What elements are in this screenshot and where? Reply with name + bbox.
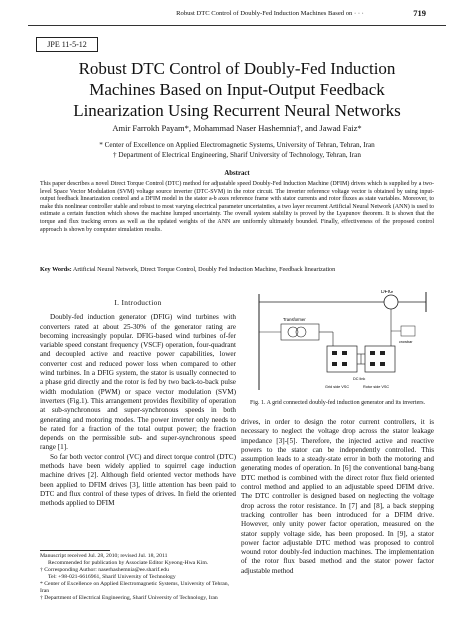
fig-label-transformer: Transformer [283,317,306,322]
fig-label-rotor-side: Rotor side VSC [363,385,390,389]
affiliation-1: * Center of Excellence on Applied Electromagnetic Systems, University of Tehran, Tehran, Iran [99,141,375,149]
figure-1-diagram [241,290,434,402]
abstract-heading: Abstract [224,170,250,177]
keywords-label: Key Words: [40,266,72,273]
page-number: 719 [413,8,426,18]
footnote-3: † Corresponding Author: naserhashemnia@ee.sharif.edu [40,567,169,573]
running-head [0,0,474,28]
paper-title [40,58,434,121]
running-head-title: Robust DTC Control of Doubly-Fed Induction Machines Based on · · · [176,10,364,17]
fig-label-grid-side: Grid side VSC [325,385,350,389]
header-rule [28,25,446,26]
affiliations [40,141,434,160]
keywords [40,266,434,274]
fig-label-crowbar: crowbar [399,340,413,344]
figure-caption: Fig. 1. A grid connected doubly-fed induction generator and its inverters. [249,400,426,406]
intro-paragraph-2: So far both vector control (VC) and direct torque control (DTC) methods have been widely applied to squirrel cage induction machine drives [2]. Although field oriented vector methods have been applied to DFIM drives [3], little attention has been paid to DTC and flux control of these types of drives. In field the oriented methods applied to DFIM [40,452,236,508]
footnote-4: Tel: +98-021-6616961, Sharif University of Technology [48,574,176,580]
title-line-1: Robust DTC Control of Doubly-Fed Induction [78,59,396,78]
journal-tag: JPE 11-5-12 [36,37,98,52]
footnotes [40,553,236,602]
right-column-paragraph: drives, in order to design the rotor current controllers, it is necessary to neglect the voltage drop across the stator leakage impedance [3]-[5]. Therefore, the injected active and reactive powers to the stator can be independently controlled. This assumption leads to a steady-state error in both the motoring and generating modes of operation. In [6] the conventional bang-bang DTC method is combined with the direct rotor flux field oriented control method and applied to an adjustable speed DFIM drive. The DTC controller is designed based on neglecting the voltage drop across the rotor resistance. In [7] and [8], a back stepping tracking controller has been introduced for a DFIM drive. However, only unity power factor operation, measured on the stator supply voltage side, has been proposed. In [9], a stator power factor adjustable DTC method was proposed to control wound rotor doubly-fed induction machines. The implementation of the rotor flux based method and the stator power factor adjustable method [241,418,434,575]
footnote-5: * Center of Excellence on Applied Electromagnetic Systems, University of Tehran, Iran [40,581,230,594]
abstract-text: This paper describes a novel Direct Torque Control (DTC) method for adjustable speed Doubly-Fed Induction Machine (DFIM) drives which is supplied by a two-level Space Vector Modulation (SVM) voltage source inverter (DTC-SVM) in the rotor circuit. The inverter reference voltage vector is obtained by using input-output feedback linearization control and a DFIM model in the stator a-b axes reference frame with stator currents and rotor fluxes as state variables. Moreover, to make this nonlinear controller stable and robust to most varying electrical parameter uncertainties, a two layer recurrent Artificial Neural Network (ANN) is used to estimate a certain function which shows the machine lumped uncertainty. The overall system stability is proved by the Lyapunov theorem. It is shown that the torque and flux tracking errors as well as the updated weights of the ANN are uniformly ultimately bounded. Finally, effectiveness of the proposed control approach is shown by computer simulation results. [40,181,434,233]
fig-label-dc-link: DC link [353,377,366,381]
authors: Amir Farrokh Payam*, Mohammad Naser Hashemnia†, and Jawad Faiz* [112,123,362,133]
footnote-1: Manuscript received Jul. 28, 2010; revised Jul. 18, 2011 [40,553,168,559]
affiliation-2: † Department of Electrical Engineering, Sharif University of Technology, Tehran, Iran [113,150,361,159]
title-line-3: Linearization Using Recurrent Neural Networks [73,101,401,120]
left-column [40,298,236,509]
footnote-6: † Department of Electrical Engineering, Sharif University of Technology, Iran [40,595,218,601]
section-heading: I. Introduction [114,298,162,307]
intro-paragraph-1: Doubly-fed induction generator (DFIG) wind turbines with converters rated at about 25-30% of the generator rating are becoming increasingly popular. DFIG-based wind turbines of-fer variable speed constant frequency (VSCF) operation, four-quadrant and decoupled active and reactive power capabilities, lower converter cost and reduced power loss when compared to other wind turbines. In a DFIG system, the stator is usually connected to a phase grid directly and the rotor is fed by two back-to-back pulse width modulation (PWM) or space vector modulation (SVM) inverters (Fig.1). This arrangement provides flexibility of operation at sub-synchronous and super-synchronous speeds in both generating and motoring modes. The power inverter only needs to be rated for a fraction of the total output power; the fraction depends on the permissible sub- and super-synchronous speed range [1]. [40,313,236,452]
footnote-rule [40,550,110,551]
right-column [241,418,434,576]
fig-label-dfig: DFIG [381,290,393,295]
keywords-text: Artificial Neural Network, Direct Torque Control, Doubly Fed Induction Machine, Feedback linearization [72,266,336,273]
title-line-2: Machines Based on Input-Output Feedback [89,80,385,99]
footnote-2: Recommended for publication by Associate Editor Kyeong-Hwa Kim. [48,560,209,566]
